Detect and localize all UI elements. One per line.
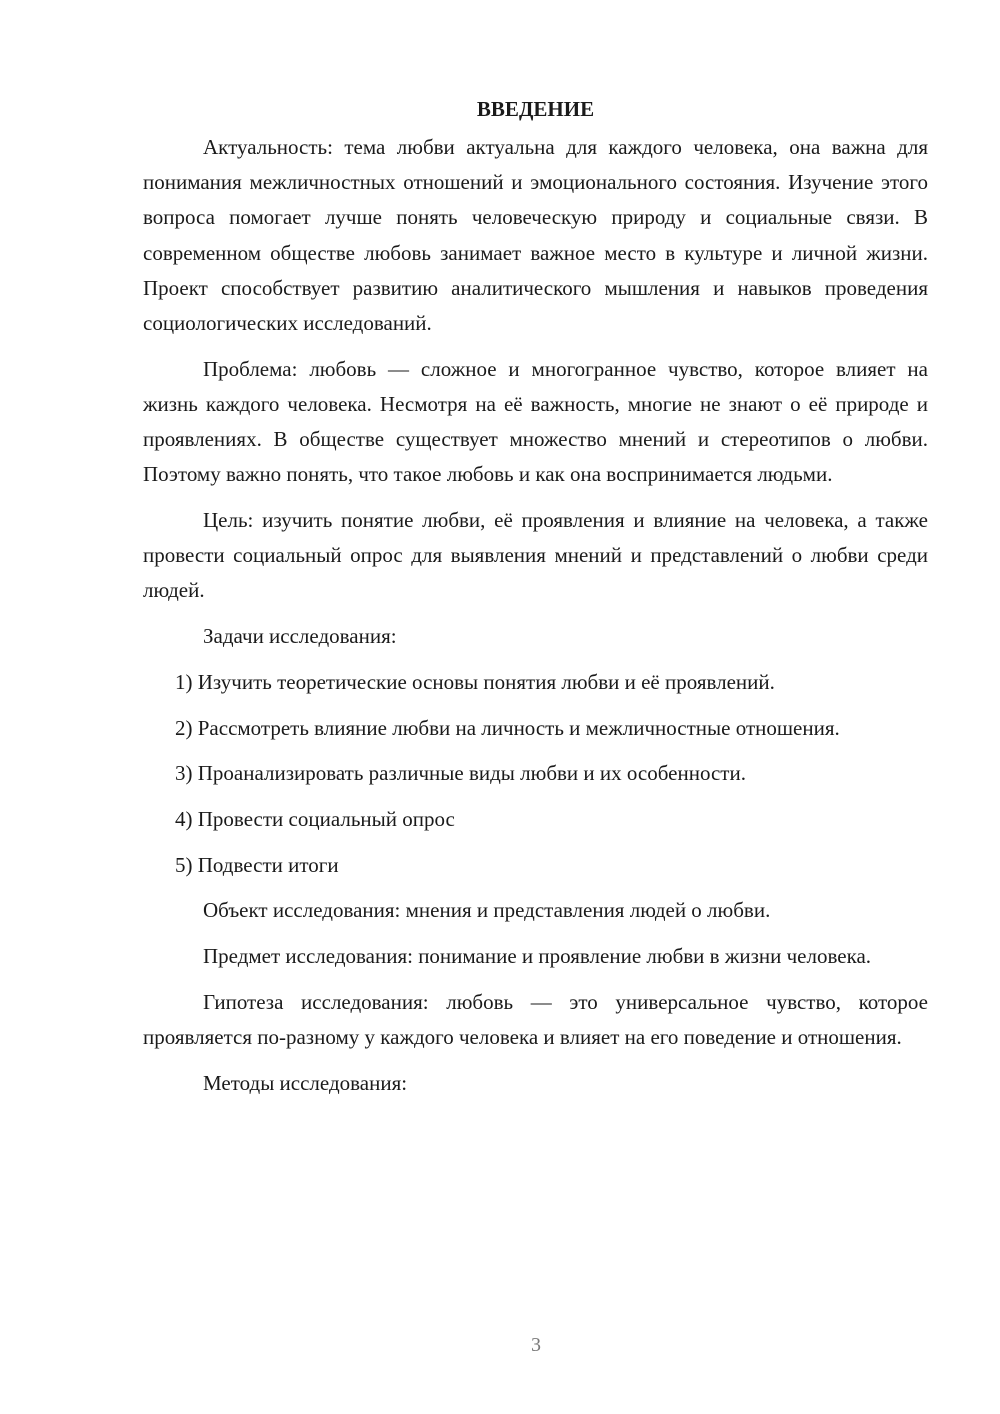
paragraph-methods: Методы исследования: [203,1070,408,1095]
paragraph-tasks-heading: Задачи исследования: [203,624,397,649]
page-number: 3 [531,1334,541,1356]
paragraph-object: Объект исследования: мнения и представления людей о любви. [203,898,771,923]
document-page [143,92,928,1111]
task-item-1: 1) Изучить теоретические основы понятия любви и её проявлений. [175,669,775,694]
task-item-5: 5) Подвести итоги [175,852,339,877]
paragraph-problem: Проблема: любовь — сложное и многогранное чувство, которое влияет на жизнь каждого человека. Несмотря на её важность, многие не знают о её природе и проявлениях. В обществе существует множество мнений и стереотипов о любви. Поэтому важно понять, что такое любовь и как она воспринимается людьми. [143,356,928,487]
paragraph-hypothesis: Гипотеза исследования: любовь — это универсальное чувство, которое проявляется по-разному у каждого человека и влияет на его поведение и отношения. [143,989,928,1049]
paragraph-relevance: Актуальность: тема любви актуальна для каждого человека, она важна для понимания межличностных отношений и эмоционального состояния. Изучение этого вопроса помогает лучше понять человеческую природу и социальные связи. В современном обществе любовь занимает важное место в культуре и личной жизни. Проект способствует развитию аналитического мышления и навыков проведения социологических исследований. [143,135,928,336]
paragraph-goal: Цель: изучить понятие любви, её проявления и влияние на человека, а также провести социальный опрос для выявления мнений и представлений о любви среди людей. [143,508,928,603]
task-item-3: 3) Проанализировать различные виды любви и их особенности. [175,761,746,786]
task-item-4: 4) Провести социальный опрос [175,806,455,831]
task-item-2: 2) Рассмотреть влияние любви на личность и межличностные отношения. [175,715,840,740]
section-title: ВВЕДЕНИЕ [476,97,595,121]
paragraph-subject: Предмет исследования: понимание и проявление любви в жизни человека. [203,944,872,969]
